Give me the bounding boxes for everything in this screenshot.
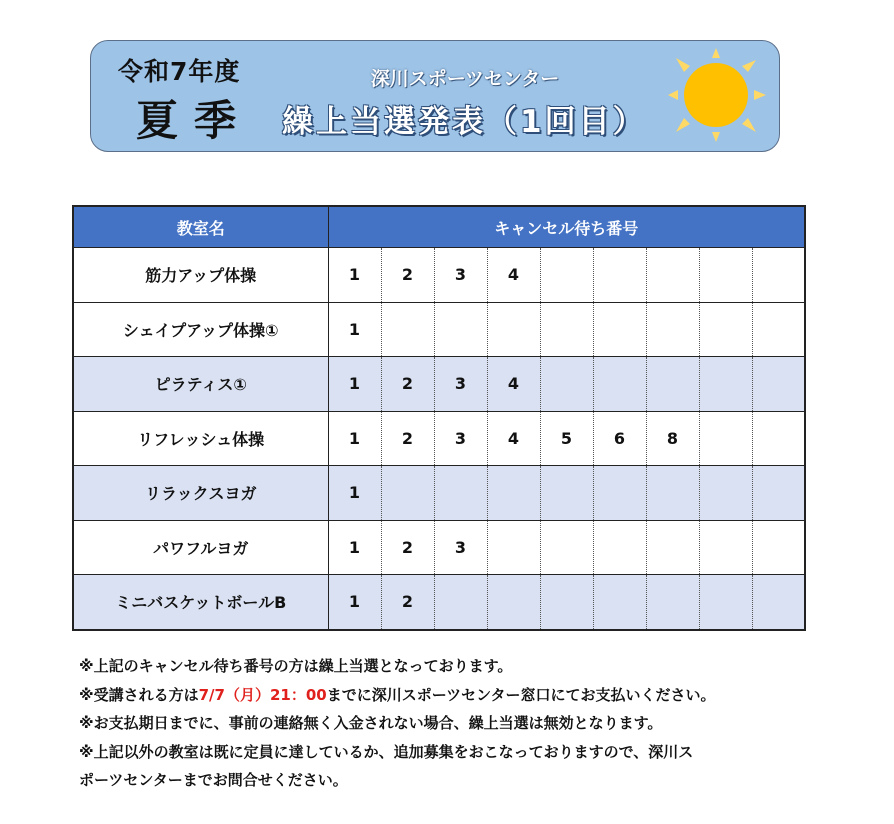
waitlist-number-cell — [593, 302, 646, 357]
fiscal-year: 令和7年度 — [118, 57, 241, 86]
waitlist-number-cell: 2 — [381, 411, 434, 466]
table-row — [73, 357, 805, 412]
waitlist-number-cell — [752, 575, 805, 630]
sun-icon — [668, 44, 772, 144]
waitlist-table — [72, 205, 806, 631]
class-name-header: 教室名 — [73, 206, 328, 248]
note-line: ※お支払期日までに、事前の連絡無く入金されない場合、繰上当選は無効となります。 — [79, 714, 663, 732]
waitlist-number-cell — [381, 302, 434, 357]
class-name-cell: 筋力アップ体操 — [73, 248, 328, 303]
waitlist-number-cell: 3 — [434, 520, 487, 575]
waitlist-number-cell — [752, 357, 805, 412]
waitlist-number-cell: 6 — [593, 411, 646, 466]
class-name-cell: リラックスヨガ — [73, 466, 328, 521]
waitlist-number-cell: 1 — [328, 302, 381, 357]
waitlist-number-cell — [540, 357, 593, 412]
waitlist-number-cell — [699, 520, 752, 575]
waitlist-number-cell — [540, 520, 593, 575]
waitlist-number-cell: 1 — [328, 411, 381, 466]
waitlist-number-cell — [752, 411, 805, 466]
class-name-cell: リフレッシュ体操 — [73, 411, 328, 466]
table-header-row — [73, 206, 805, 248]
waitlist-number-cell — [699, 248, 752, 303]
waitlist-number-cell — [487, 302, 540, 357]
waitlist-number-cell — [593, 575, 646, 630]
waitlist-number-cell: 1 — [328, 575, 381, 630]
waitlist-number-cell — [593, 357, 646, 412]
waitlist-number-cell — [699, 411, 752, 466]
waitlist-number-cell — [540, 302, 593, 357]
waitlist-number-cell — [699, 302, 752, 357]
waitlist-number-cell: 1 — [328, 357, 381, 412]
waitlist-number-cell — [434, 466, 487, 521]
table-row — [73, 575, 805, 630]
waitlist-number-cell — [487, 575, 540, 630]
waitlist-number-cell: 1 — [328, 248, 381, 303]
waitlist-number-cell — [434, 575, 487, 630]
waitlist-number-cell: 3 — [434, 357, 487, 412]
center-name: 深川スポーツセンター — [370, 68, 560, 90]
notes — [79, 652, 819, 795]
class-name-cell: シェイプアップ体操① — [73, 302, 328, 357]
waitlist-number-cell: 2 — [381, 520, 434, 575]
waitlist-number-cell — [646, 302, 699, 357]
waitlist-number-cell — [752, 248, 805, 303]
waitlist-number-cell — [593, 520, 646, 575]
waitlist-number-cell: 5 — [540, 411, 593, 466]
waitlist-number-cell — [540, 466, 593, 521]
waitlist-number-cell: 2 — [381, 248, 434, 303]
table-row — [73, 248, 805, 303]
waitlist-number-cell — [646, 248, 699, 303]
table-row — [73, 411, 805, 466]
class-name-cell: ピラティス① — [73, 357, 328, 412]
waitlist-number-cell — [593, 466, 646, 521]
waitlist-number-cell: 8 — [646, 411, 699, 466]
table-row — [73, 302, 805, 357]
table-row — [73, 520, 805, 575]
waitlist-number-cell — [646, 520, 699, 575]
waitlist-number-cell: 3 — [434, 411, 487, 466]
waitlist-number-cell — [699, 357, 752, 412]
note-line: ※受講される方は7/7（月）21：00までに深川スポーツセンター窓口にてお支払いください。 — [79, 685, 716, 704]
season-title: 夏季 — [136, 96, 253, 145]
waitlist-number-cell: 3 — [434, 248, 487, 303]
note-line: ※上記のキャンセル待ち番号の方は繰上当選となっております。 — [79, 657, 513, 675]
waitlist-number-cell — [540, 248, 593, 303]
waitlist-number-cell: 2 — [381, 575, 434, 630]
waitlist-number-cell — [593, 248, 646, 303]
waitlist-number-cell — [381, 466, 434, 521]
note-line: ※上記以外の教室は既に定員に達しているか、追加募集をおこなっておりますので、深川ス — [79, 742, 694, 761]
waitlist-number-cell: 1 — [328, 466, 381, 521]
waitlist-number-cell — [487, 520, 540, 575]
waitlist-number-cell — [646, 357, 699, 412]
payment-deadline: 7/7（月）21：00 — [198, 685, 327, 704]
waitlist-number-cell — [487, 466, 540, 521]
waitlist-number-cell: 4 — [487, 411, 540, 466]
class-name-cell: パワフルヨガ — [73, 520, 328, 575]
waitlist-number-cell — [646, 466, 699, 521]
waitlist-number-cell: 1 — [328, 520, 381, 575]
waitlist-number-cell — [434, 302, 487, 357]
waitlist-number-cell: 2 — [381, 357, 434, 412]
waitlist-number-header: キャンセル待ち番号 — [328, 206, 805, 248]
waitlist-number-cell — [540, 575, 593, 630]
waitlist-number-cell — [752, 520, 805, 575]
waitlist-number-cell — [752, 302, 805, 357]
note-line: ポーツセンターまでお問合せください。 — [79, 771, 348, 789]
waitlist-number-cell — [752, 466, 805, 521]
class-name-cell: ミニバスケットボールB — [73, 575, 328, 630]
waitlist-number-cell — [646, 575, 699, 630]
table-row — [73, 466, 805, 521]
waitlist-number-cell: 4 — [487, 357, 540, 412]
waitlist-number-cell: 4 — [487, 248, 540, 303]
announcement-title: 繰上当選発表（1回目） — [282, 104, 647, 140]
waitlist-number-cell — [699, 466, 752, 521]
waitlist-number-cell — [699, 575, 752, 630]
